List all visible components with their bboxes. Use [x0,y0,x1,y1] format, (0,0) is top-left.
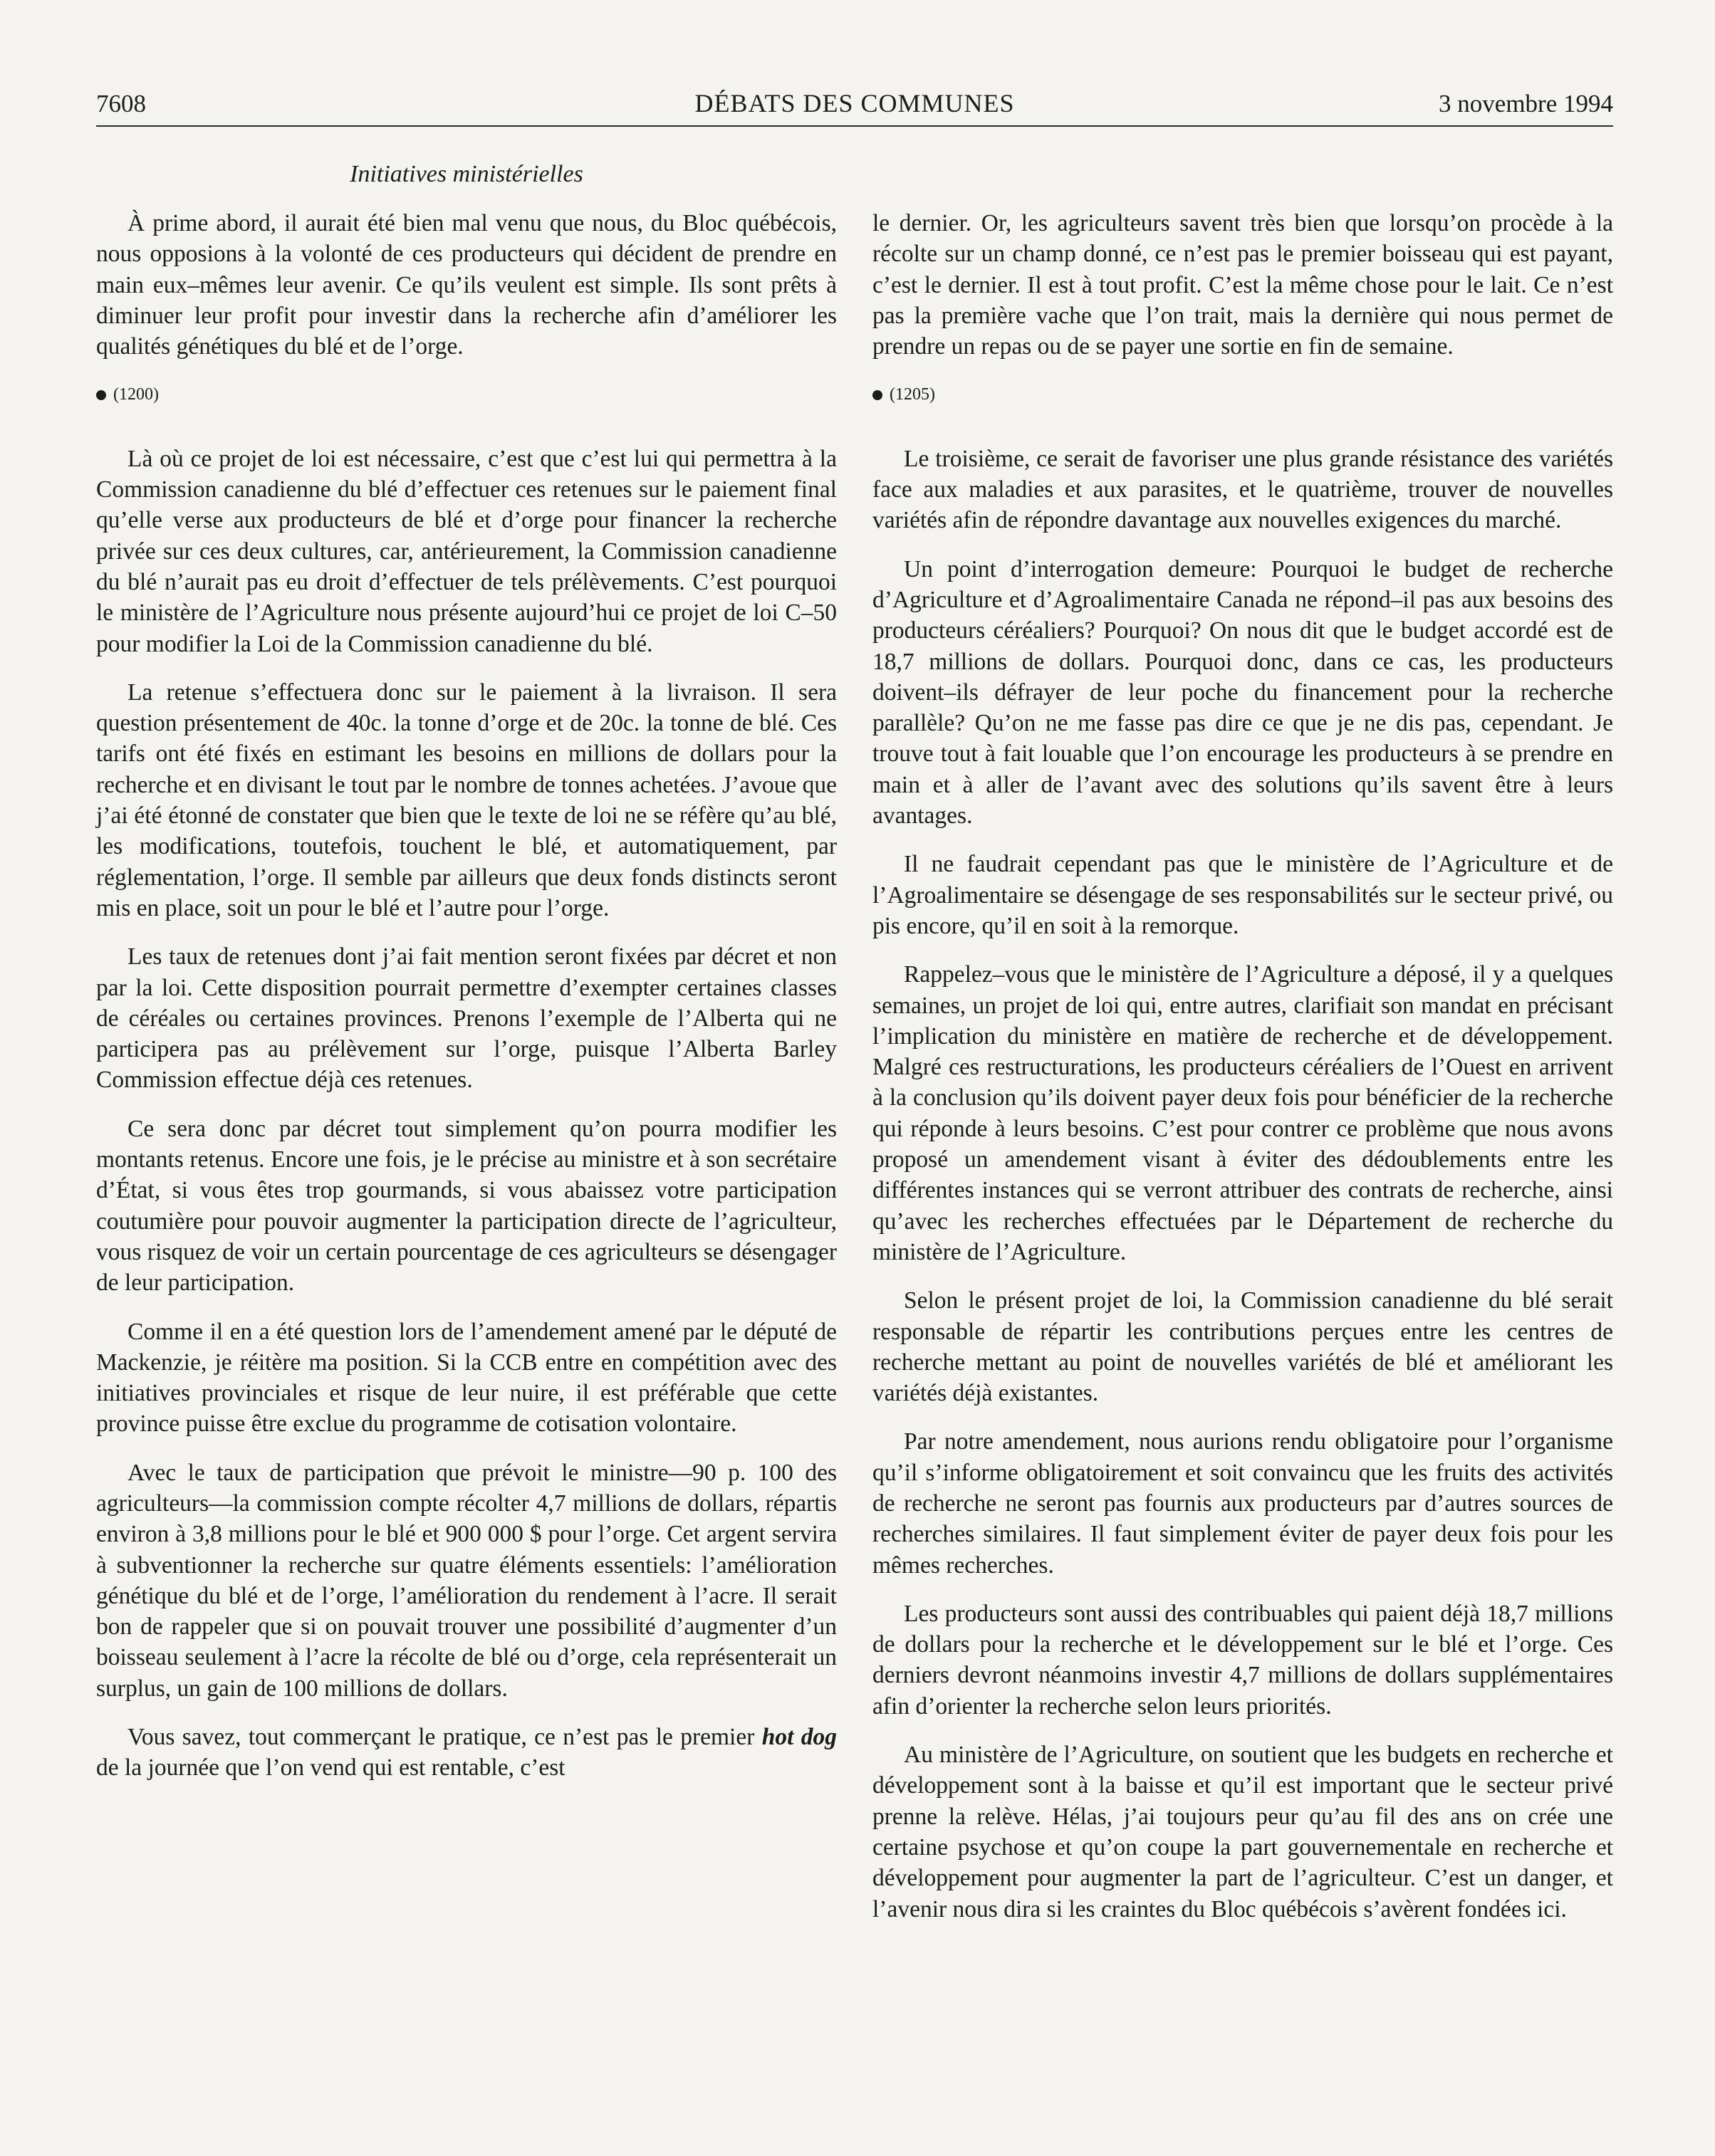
running-header [96,84,1613,127]
paragraph: Là où ce projet de loi est nécessaire, c’est que c’est lui qui permettra à la Commission canadienne du blé d’effectuer ces retenues sur le paiement final qu’elle verse aux producteurs de blé et d’orge pour financer la recherche privée sur ces deux cultures, car, antérieurement, la Commission canadienne du blé n’aurait pas eu droit d’effectuer de tels prélèvements. C’est pourquoi le ministère de l’Agriculture nous présente aujourd’hui ce projet de loi C–50 pour modifier la Loi de la Commission canadienne du blé. [96,445,837,657]
paragraph-text: de la journée que l’on vend qui est rentable, c’est [96,1754,565,1781]
paragraph: Au ministère de l’Agriculture, on soutient que les budgets en recherche et développement sont à la baisse et qu’il est important que le secteur privé prenne la relève. Hélas, j’ai toujours peur qu’au fil des ans on crée une certaine psychose et qu’on coupe la part gouvernementale en recherche et développement pour augmenter la part de l’agriculteur. C’est un danger, et l’avenir nous dira si les craintes du Bloc québécois s’avèrent fondées ici. [872,1742,1613,1922]
paragraph: Le troisième, ce serait de favoriser une plus grande résistance des variétés face aux maladies et aux parasites, et le quatrième, trouver de nouvelles variétés afin de répondre davantage aux nouvelles exigences du marché. [872,445,1613,534]
paragraph: La retenue s’effectuera donc sur le paiement à la livraison. Il sera question présentement de 40c. la tonne d’orge et de 20c. la tonne de blé. Ces tarifs ont été fixés en estimant les besoins en millions de dollars pour la recherche et en divisant le tout par le nombre de tonnes achetées. J’avoue que j’ai été étonné de constater que bien que le texte de loi ne se réfère qu’au blé, les modifications, toutefois, touchent le blé, et automatiquement, par réglementation, l’orge. Il semble par ailleurs que deux fonds distincts seront mis en place, soit un pour le blé et l’autre pour l’orge. [96,679,837,921]
emphasized-term: hot dog [761,1724,837,1751]
publication-title: DÉBATS DES COMMUNES [694,89,1015,117]
time-stamp [96,380,837,410]
paragraph: Ce sera donc par décret tout simplement qu’on pourra modifier les montants retenus. Encore une fois, je le précise au ministre et à son secrétaire d’État, si vous êtes trop gourmands, si vous abaissez votre participation coutumière pour pouvoir augmenter la participation directe de l’agriculteur, vous risquez de voir un certain pourcentage de ces agriculteurs se désengager de leur participation. [96,1115,837,1297]
section-heading: Initiatives ministérielles [350,161,583,187]
paragraph: Avec le taux de participation que prévoit le ministre—90 p. 100 des agriculteurs—la commission compte récolter 4,7 millions de dollars, répartis environ à 3,8 millions pour le blé et 900 000 $ pour l’orge. Cet argent servira à subventionner la recherche sur quatre éléments essentiels: l’amélioration génétique du blé et de l’orge, l’amélioration du rendement à l’acre. Il serait bon de rappeler que si on pouvait trouver une possibilité d’augmenter d’un boisseau seulement à l’acre la récolte de blé ou d’orge, cela représenterait un surplus, un gain de 100 millions de dollars. [96,1459,837,1702]
paragraph: Rappelez–vous que le ministère de l’Agriculture a déposé, il y a quelques semaines, un projet de loi qui, entre autres, clarifiait son mandat en précisant l’implication du ministère en matière de recherche et de développement. Malgré ces restructurations, les producteurs céréaliers de l’Ouest en arrivent à la conclusion qu’ils doivent payer deux fois pour bénéficier de la recherche qui réponde à leurs besoins. C’est pour contrer ce problème que nous avons proposé un amendement visant à éviter des dédoublements entre les différentes instances qui se verront attribuer des contrats de recherche, ainsi qu’avec les recherches effectuées par le Département de recherche du ministère de l’Agriculture. [872,961,1613,1265]
issue-date: 3 novembre 1994 [1439,90,1613,117]
time-stamp [872,380,1613,410]
time-stamp-label: (1200) [113,385,159,404]
paragraph: Les taux de retenues dont j’ai fait mention seront fixées par décret et non par la loi. Cette disposition pourrait permettre d’exempter certaines classes de céréales ou certaines provinces. Prenons l’exemple de l’Alberta qui ne participera pas au prélèvement sur l’orge, puisque l’Alberta Barley Commission effectue déjà ces retenues. [96,943,837,1094]
paragraph: Selon le présent projet de loi, la Commission canadienne du blé serait responsable de répartir les contributions perçues entre les centres de recherche mettant au point de nouvelles variétés de blé et améliorant les variétés déjà existantes. [872,1287,1613,1407]
paragraph: Comme il en a été question lors de l’amendement amené par le député de Mackenzie, je réitère ma position. Si la CCB entre en compétition avec des initiatives provinciales et risque de leur nuire, il est préférable que cette province puisse être exclue du programme de cotisation volontaire. [96,1318,837,1438]
paragraph [96,1722,837,1784]
paragraph: Les producteurs sont aussi des contribuables qui paient déjà 18,7 millions de dollars pour la recherche et le développement sur le blé et l’orge. Ces derniers devront néanmoins investir 4,7 millions de dollars supplémentaires afin d’orienter la recherche selon leurs priorités. [872,1600,1613,1720]
right-column [872,208,1613,1942]
paragraph: Par notre amendement, nous aurions rendu obligatoire pour l’organisme qu’il s’informe obligatoirement et soit convaincu que les fruits des activités de recherche ne seront pas fournis aux producteurs par d’autres sources de recherches similaires. Il faut simplement éviter de payer deux fois pour les mêmes recherches. [872,1428,1613,1579]
left-column [96,208,837,1801]
header-rule [96,125,1613,127]
bullet-icon [96,390,106,400]
bullet-icon [872,390,882,400]
paragraph: Il ne faudrait cependant pas que le ministère de l’Agriculture et de l’Agroalimentaire se désengage de ses responsabilités sur le secteur privé, ou pis encore, qu’il en soit à la remorque. [872,851,1613,939]
paragraph-continuation: le dernier. Or, les agriculteurs savent très bien que lorsqu’on procède à la récolte sur un champ donné, ce n’est pas le premier boisseau qui est payant, c’est le dernier. Il est à tout profit. C’est la même chose pour le lait. Ce n’est pas la première vache que l’on trait, mais la dernière qui nous permet de prendre un repas ou de se payer une sortie en fin de semaine. [872,210,1613,360]
paragraph: Un point d’interrogation demeure: Pourquoi le budget de recherche d’Agriculture et d’Agroalimentaire Canada ne répond–il pas aux besoins des producteurs céréaliers? Pourquoi? On nous dit que le budget accordé est de 18,7 millions de dollars. Pourquoi donc, dans ce cas, les producteurs doivent–ils défrayer de leur poche du financement pour la recherche parallèle? Qu’on ne me fasse pas dire ce que je ne dis pas, cependant. Je trouve tout à fait louable que l’on encourage les producteurs à se prendre en main et à aller de l’avant avec des solutions qu’ils savent être à leurs avantages. [872,555,1613,830]
paragraph: À prime abord, il aurait été bien mal venu que nous, du Bloc québécois, nous opposions à la volonté de ces producteurs qui décident de prendre en main eux–mêmes leur avenir. Ce qu’ils veulent est simple. Ils sont prêts à diminuer leur profit pour investir dans la recherche afin d’améliorer les qualités génétiques du blé et de l’orge. [96,210,837,360]
page-number: 7608 [96,90,146,117]
paragraph-text: Vous savez, tout commerçant le pratique, ce n’est pas le premier [127,1724,762,1751]
time-stamp-label: (1205) [890,385,935,404]
